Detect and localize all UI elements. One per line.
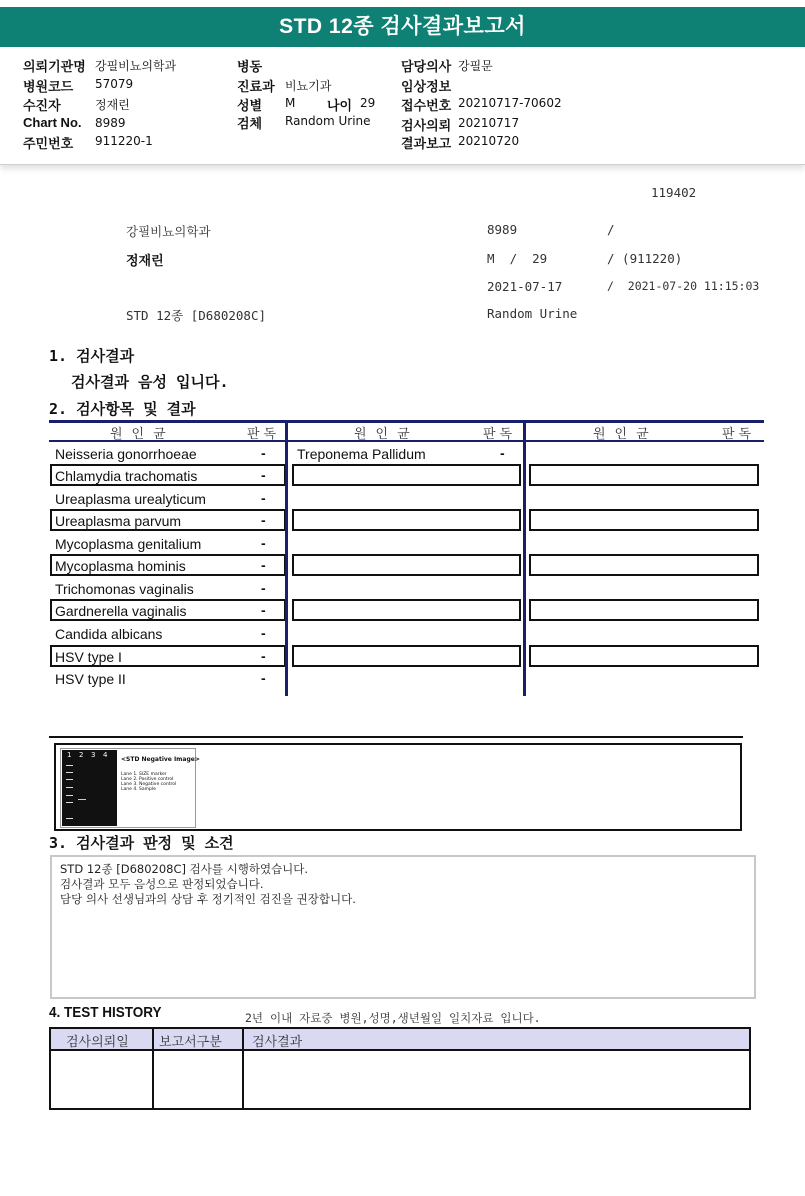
clinical-label: 임상정보	[401, 79, 452, 94]
age-label: 나이	[327, 98, 353, 113]
info-sex-age: M / 29	[487, 251, 548, 266]
row-box	[529, 645, 759, 667]
pathogen-name: Chlamydia trachomatis	[55, 468, 198, 484]
row-box	[529, 464, 759, 486]
gel-caption-line: Lane 3. Negative control	[121, 782, 177, 787]
pathogen-name: HSV type II	[55, 671, 126, 687]
id-label: 주민번호	[23, 136, 74, 151]
positive-band	[78, 799, 86, 800]
marker-band	[66, 787, 73, 788]
patient-label: 수진자	[23, 98, 61, 113]
marker-band	[66, 772, 73, 773]
pathogen-name: Candida albicans	[55, 626, 163, 642]
info-chart: 8989	[487, 222, 518, 237]
info-specimen: Random Urine	[487, 306, 578, 321]
id-value: 911220-1	[95, 134, 153, 148]
pathogen-result: -	[261, 580, 266, 596]
doctor-value: 강필문	[458, 59, 493, 73]
column-divider	[523, 420, 526, 696]
pathogen-result: -	[261, 625, 266, 641]
code-value: 57079	[95, 77, 134, 91]
pathogen-result: -	[261, 557, 266, 573]
lane-number: 4	[103, 751, 108, 759]
result-summary: 검사결과 음성 입니다.	[71, 373, 229, 391]
header-panel	[0, 47, 805, 165]
pathogen-name: Mycoplasma genitalium	[55, 536, 202, 552]
marker-band	[66, 818, 73, 819]
lane-number: 3	[91, 751, 96, 759]
marker-band	[66, 795, 73, 796]
pathogen-name: Neisseria gonorrhoeae	[55, 446, 197, 462]
row-box	[292, 554, 521, 576]
doctor-label: 담당의사	[401, 59, 452, 74]
dept-label: 진료과	[237, 79, 275, 94]
report-title: STD 12종 검사결과보고서	[0, 7, 805, 47]
info-slash: /	[607, 222, 615, 237]
info-test: STD 12종 [D680208C]	[126, 308, 267, 323]
gel-lanes	[62, 750, 117, 826]
history-note: 2년 이내 자료중 병원,성명,생년월일 일치자료 입니다.	[245, 1011, 541, 1025]
section3-title: 3. 검사결과 판정 및 소견	[49, 834, 234, 852]
section2-title: 2. 검사항목 및 결과	[49, 400, 196, 418]
col1-pathogen-header: 원인균	[110, 427, 175, 442]
row-box	[292, 645, 521, 667]
opinion-line: 검사결과 모두 음성으로 판정되었습니다.	[60, 877, 264, 891]
gel-image-frame	[54, 743, 742, 831]
pathogen-result: -	[261, 602, 266, 618]
chart-label: Chart No.	[23, 115, 82, 130]
col2-pathogen-header: 원인균	[354, 427, 419, 442]
col1-result-header: 판독	[247, 427, 281, 442]
specimen-label: 검체	[237, 116, 263, 131]
col2-result-header: 판독	[483, 427, 517, 442]
gel-caption-title: <STD Negative Image>	[121, 756, 200, 763]
opinion-box	[50, 855, 756, 999]
row-box	[292, 464, 521, 486]
pathogen-name: HSV type I	[55, 649, 122, 665]
gel-image	[60, 748, 200, 828]
history-table	[49, 1027, 751, 1110]
pathogen-name: Ureaplasma parvum	[55, 513, 182, 529]
dept-value: 비뇨기과	[285, 79, 332, 93]
report-value: 20210720	[458, 134, 520, 148]
lane-number: 2	[79, 751, 84, 759]
col3-pathogen-header: 원인균	[593, 427, 658, 442]
pathogen-result: -	[261, 512, 266, 528]
report-number: 119402	[651, 185, 697, 200]
chart-value: 8989	[95, 116, 126, 130]
section4-title: 4. TEST HISTORY	[49, 1004, 162, 1021]
opinion-line: STD 12종 [D680208C] 검사를 시행하였습니다.	[60, 862, 309, 876]
info-patient: 정재린	[126, 254, 164, 269]
pathogen-name: Trichomonas vaginalis	[55, 581, 194, 597]
row-box	[292, 599, 521, 621]
gel-caption-line: Lane 2. Positive control	[121, 777, 174, 782]
pathogen-result: -	[261, 445, 266, 461]
patient-value: 정재린	[95, 98, 130, 112]
history-header-row	[51, 1029, 749, 1051]
pathogen-result: -	[261, 490, 266, 506]
hospital-value: 강필비뇨의학과	[95, 59, 177, 73]
pathogen-result: -	[261, 648, 266, 664]
column-divider	[285, 420, 288, 696]
sex-value: M	[285, 96, 296, 110]
info-report-datetime: / 2021-07-20 11:15:03	[607, 279, 760, 293]
marker-band	[66, 765, 73, 766]
pathogen-name: Ureaplasma urealyticum	[55, 491, 206, 507]
section1-title: 1. 검사결과	[49, 347, 135, 365]
hospital-label: 의뢰기관명	[23, 59, 86, 74]
pathogen-name: Mycoplasma hominis	[55, 558, 186, 574]
pathogen-result: -	[261, 467, 266, 483]
pathogen-result: -	[261, 670, 266, 686]
ward-label: 병동	[237, 59, 263, 74]
marker-band	[66, 802, 73, 803]
receipt-value: 20210717-70602	[458, 96, 562, 110]
divider	[49, 736, 743, 738]
row-box	[292, 509, 521, 531]
info-birth: / (911220)	[607, 251, 683, 266]
history-col-request-date: 검사의뢰일	[66, 1035, 129, 1050]
pathogen-result: -	[500, 445, 505, 461]
history-col-report-type: 보고서구분	[159, 1035, 222, 1050]
request-label: 검사의뢰	[401, 118, 452, 133]
row-box	[529, 554, 759, 576]
receipt-label: 접수번호	[401, 98, 452, 113]
col3-result-header: 판독	[722, 427, 756, 442]
history-col-result: 검사결과	[252, 1035, 303, 1050]
pathogen-name: Gardnerella vaginalis	[55, 603, 187, 619]
row-box	[529, 599, 759, 621]
info-request-date: 2021-07-17	[487, 279, 563, 294]
opinion-line: 담당 의사 선생님과의 상담 후 정기적인 검진을 권장합니다.	[60, 892, 356, 906]
marker-band	[66, 779, 73, 780]
sex-label: 성별	[237, 98, 263, 113]
info-hospital: 강필비뇨의학과	[126, 224, 211, 239]
report-label: 결과보고	[401, 136, 452, 151]
lane-number: 1	[67, 751, 72, 759]
gel-caption-line: Lane 4. Sample	[121, 787, 156, 792]
history-col-divider	[242, 1029, 244, 1108]
gel-caption-line: Lane 1. SIZE marker	[121, 772, 167, 777]
request-value: 20210717	[458, 116, 520, 130]
specimen-value: Random Urine	[285, 114, 371, 128]
code-label: 병원코드	[23, 79, 74, 94]
pathogen-name: Treponema Pallidum	[297, 446, 426, 462]
age-value: 29	[360, 96, 376, 110]
history-col-divider	[152, 1029, 154, 1108]
pathogen-result: -	[261, 535, 266, 551]
row-box	[529, 509, 759, 531]
